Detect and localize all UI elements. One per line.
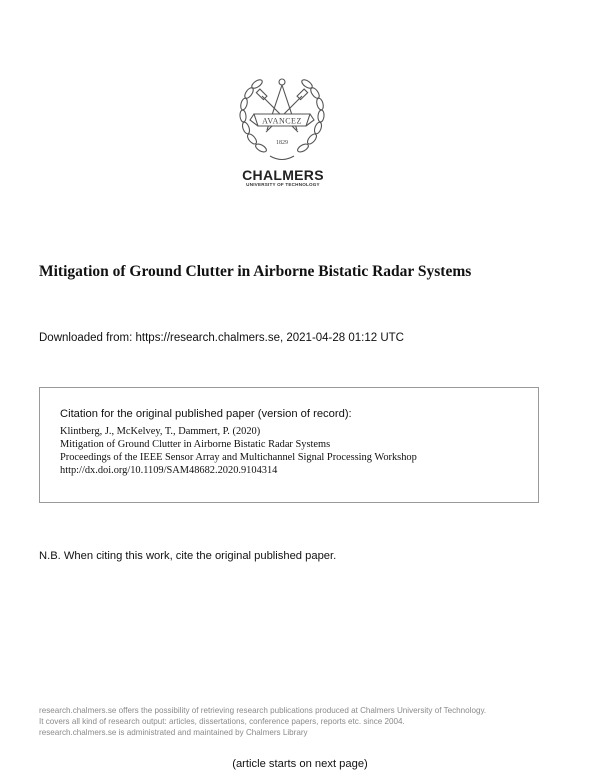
download-info: Downloaded from: https://research.chalmers.se, 2021-04-28 01:12 UTC bbox=[39, 332, 404, 344]
footer-line-1: research.chalmers.se offers the possibility of retrieving research publications produced at Chalmers University of Technology. bbox=[39, 706, 487, 715]
chalmers-subtitle: UNIVERSITY OF TECHNOLOGY bbox=[246, 182, 320, 187]
citation-authors: Klintberg, J., McKelvey, T., Dammert, P. (2020) bbox=[60, 426, 261, 437]
paper-title: Mitigation of Ground Clutter in Airborne Bistatic Radar Systems bbox=[39, 263, 472, 280]
citation-venue: Proceedings of the IEEE Sensor Array and Multichannel Signal Processing Workshop bbox=[60, 452, 417, 463]
chalmers-seal-logo bbox=[232, 68, 332, 168]
citation-doi-link[interactable]: http://dx.doi.org/10.1109/SAM48682.2020.9104314 bbox=[60, 465, 278, 476]
footer-line-2: It covers all kind of research output: articles, dissertations, conference papers, reports etc. since 2004. bbox=[39, 717, 405, 726]
svg-text:1829: 1829 bbox=[276, 140, 288, 146]
citation-note: N.B. When citing this work, cite the original published paper. bbox=[39, 550, 337, 562]
footer-line-3: research.chalmers.se is administrated and maintained by Chalmers Library bbox=[39, 728, 308, 737]
svg-text:AVANCEZ: AVANCEZ bbox=[262, 116, 302, 126]
next-page-note: (article starts on next page) bbox=[232, 758, 368, 770]
citation-box bbox=[39, 387, 539, 503]
citation-title: Mitigation of Ground Clutter in Airborne Bistatic Radar Systems bbox=[60, 439, 331, 450]
citation-heading: Citation for the original published paper (version of record): bbox=[60, 408, 352, 420]
chalmers-wordmark: CHALMERS bbox=[242, 167, 324, 183]
